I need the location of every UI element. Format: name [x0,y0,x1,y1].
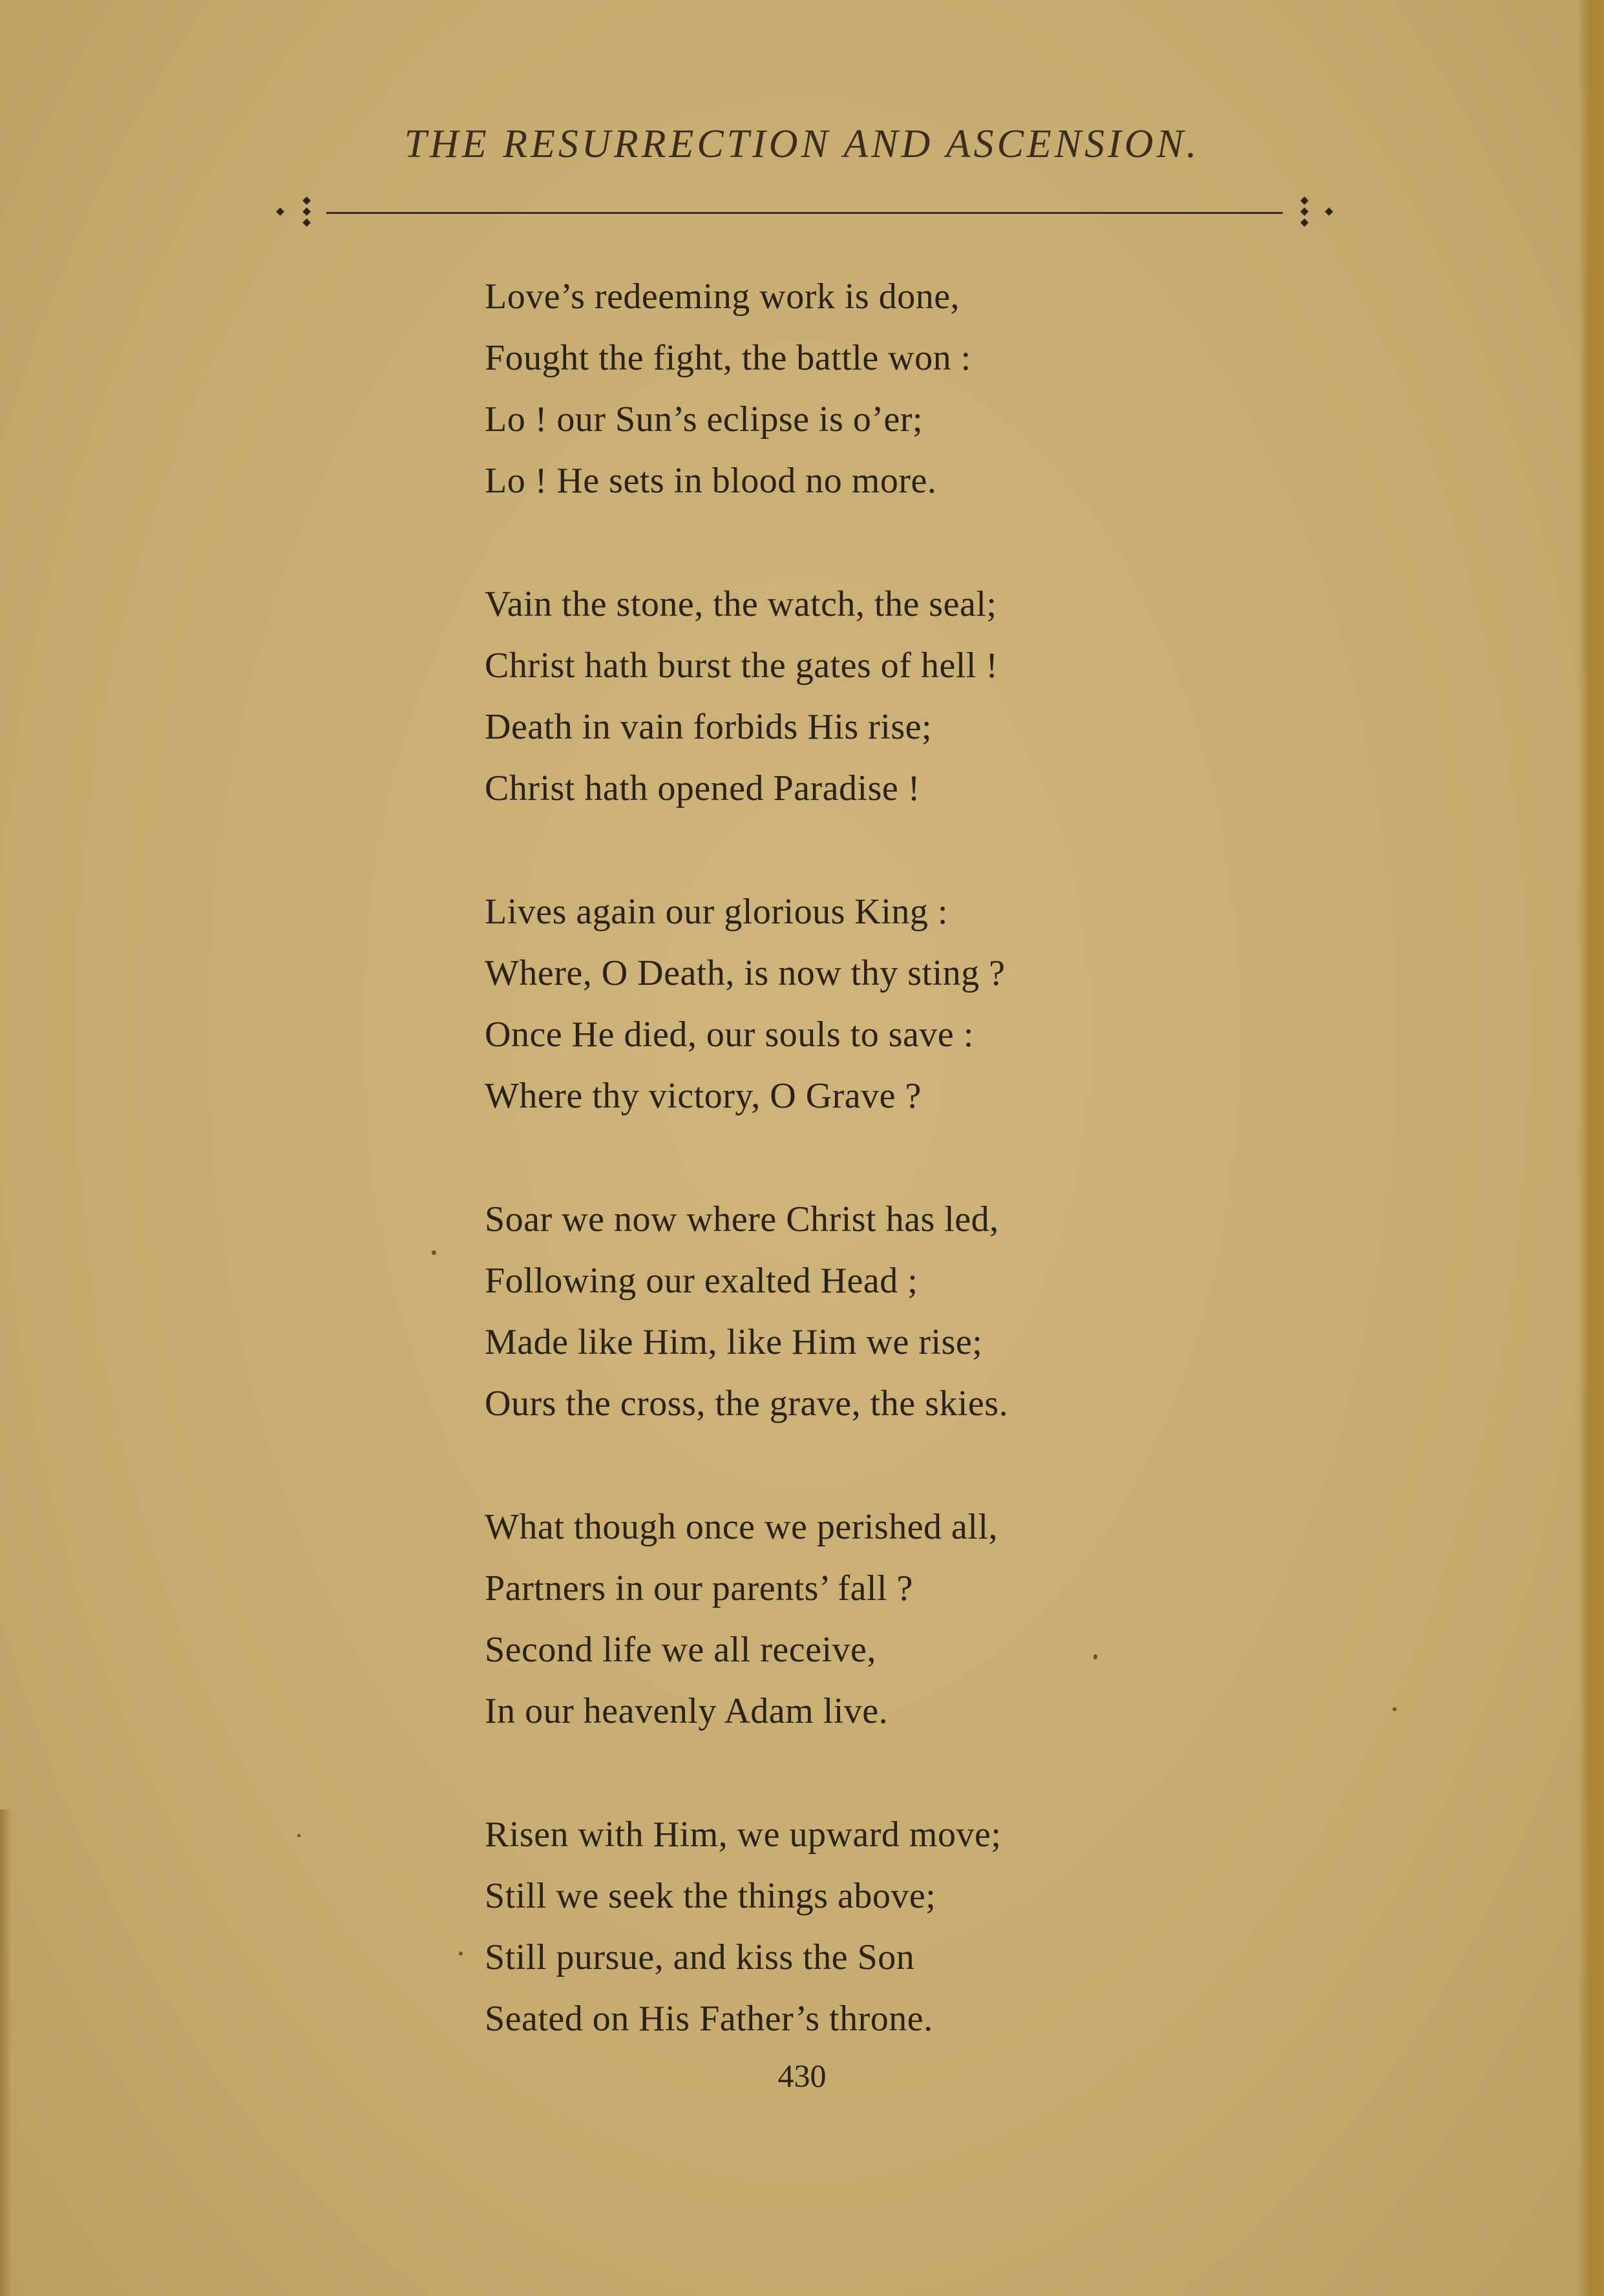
poem-line: What though once we perished all, [485,1507,998,1547]
stanza-3 [485,881,1325,1127]
poem-line: Christ hath burst the gates of hell ! [485,646,998,686]
page-number: 430 [777,2058,827,2094]
page-edge-shadow [1578,0,1604,2296]
poem-line: Vain the stone, the watch, the seal; [485,584,997,624]
poem-line: Following our exalted Head ; [485,1261,918,1301]
poem-line: Love’s redeeming work is done, [485,277,960,317]
poem-line: Second life we all receive, [485,1630,876,1670]
poem-line: Risen with Him, we upward move; [485,1815,1002,1855]
poem-line: Soar we now where Christ has led, [485,1199,999,1239]
stanza-5 [485,1497,1325,1742]
page-edge-stain [0,1809,12,2296]
poem-line: Still we seek the things above; [485,1876,936,1916]
poem [485,266,1325,2112]
poem-line: Lives again our glorious King : [485,892,948,932]
paper-speck [1093,1654,1097,1659]
right-dots-ornament-icon [1293,191,1338,237]
stanza-4 [485,1189,1325,1435]
poem-line: Ours the cross, the grave, the skies. [485,1384,1009,1424]
poem-line: Death in vain forbids His rise; [485,707,933,747]
poem-line: In our heavenly Adam live. [485,1691,889,1731]
poem-line: Seated on His Father’s throne. [485,1999,933,2039]
poem-line: Partners in our parents’ fall ? [485,1568,913,1608]
poem-line: Made like Him, like Him we rise; [485,1322,983,1362]
poem-line: Fought the fight, the battle won : [485,338,971,378]
poem-line: Lo ! He sets in blood no more. [485,461,937,501]
paper-speck [297,1834,301,1837]
poem-line: Christ hath opened Paradise ! [485,768,920,808]
header-rule [326,212,1283,214]
poem-line: Once He died, our souls to save : [485,1015,974,1055]
poem-line: Where, O Death, is now thy sting ? [485,953,1006,993]
paper-speck [459,1952,463,1955]
poem-line: Where thy victory, O Grave ? [485,1076,922,1116]
left-dots-ornament-icon [275,191,320,237]
stanza-1 [485,266,1325,512]
poem-line: Lo ! our Sun’s eclipse is o’er; [485,399,923,439]
stanza-2 [485,574,1325,819]
poem-line: Still pursue, and kiss the Son [485,1937,915,1977]
paper-speck [432,1250,436,1255]
running-head: THE RESURRECTION AND ASCENSION. [404,122,1200,166]
stanza-6 [485,1804,1325,2050]
paper-speck [1393,1707,1397,1711]
